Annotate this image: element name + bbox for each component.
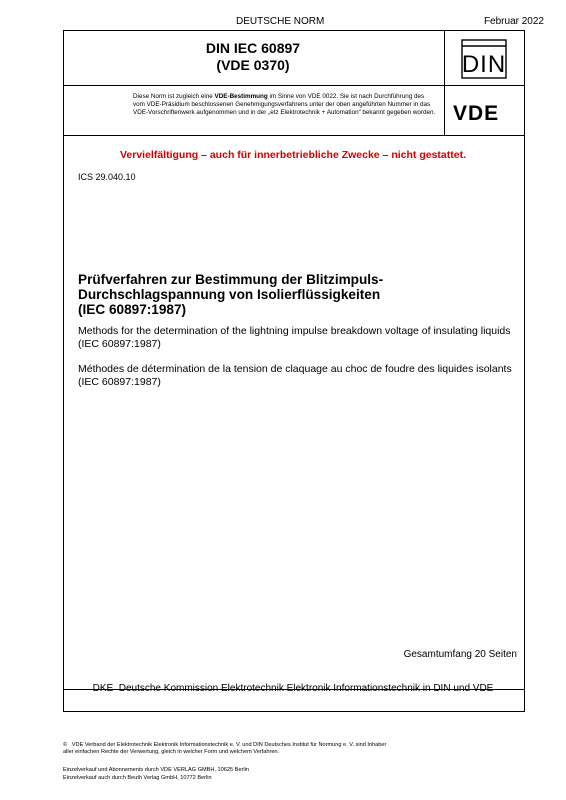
dke-name: Deutsche Kommission Elektrotechnik Elektronik Informationstechnik in DIN und VDE — [118, 683, 494, 694]
french-title: Méthodes de détermination de la tension de claquage au choc de foudre des liquides isolants (IEC 60897:1987) — [78, 363, 512, 388]
total-pages: Gesamtumfang 20 Seiten — [403, 649, 517, 660]
din-logo-text: DIN — [461, 51, 507, 78]
copyright-notice: © VDE Verband der Elektrotechnik Elektronik Informationstechnik e. V. und DIN Deutsches Institut für Normung e. V. sind Inhaber aller einfachen Rechte der Verwertung, gleich in welcher Form und welchem Verfahren. — [63, 742, 387, 755]
din-logo — [461, 39, 507, 79]
vde-classification: (VDE 0370) — [216, 57, 290, 73]
publication-date: Februar 2022 — [483, 16, 544, 27]
dke-committee — [63, 683, 523, 694]
reproduction-notice: Vervielfältigung – auch für innerbetriebliche Zwecke – nicht gestattet. — [119, 149, 466, 161]
dke-abbreviation: DKE — [92, 683, 114, 694]
german-title: Prüfverfahren zur Bestimmung der Blitzimpuls-Durchschlagspannung von Isolierflüssigkeiten (IEC 60897:1987) — [78, 272, 384, 317]
vde-logo: VDE — [453, 102, 500, 125]
vde-regulation-note: Diese Norm ist zugleich eine VDE-Bestimmung im Sinne von VDE 0022. Sie ist nach Durchführung des vom VDE-Präsidium beschlossenen Genehmigungsverfahrens unter der oben angeführten Nummer in das VDE-Vorschriftenwerk aufgenommen und in der „etz Elektrotechnik + Automation“ bekannt gegeben worden. — [133, 93, 436, 116]
standard-number-block — [63, 40, 443, 74]
english-title: Methods for the determination of the lightning impulse breakdown voltage of insulating liquids (IEC 60897:1987) — [78, 325, 511, 350]
divider-line — [64, 135, 524, 136]
divider-line — [444, 31, 445, 135]
ics-code: ICS 29.040.10 — [78, 172, 136, 182]
standard-number: DIN IEC 60897 — [205, 40, 301, 56]
document-type-label: DEUTSCHE NORM — [236, 16, 325, 27]
divider-line — [64, 85, 524, 86]
sales-info: Einzelverkauf und Abonnements durch VDE VERLAG GMBH, 10625 Berlin Einzelverkauf auch durch Beuth Verlag GmbH, 10772 Berlin — [63, 767, 249, 781]
